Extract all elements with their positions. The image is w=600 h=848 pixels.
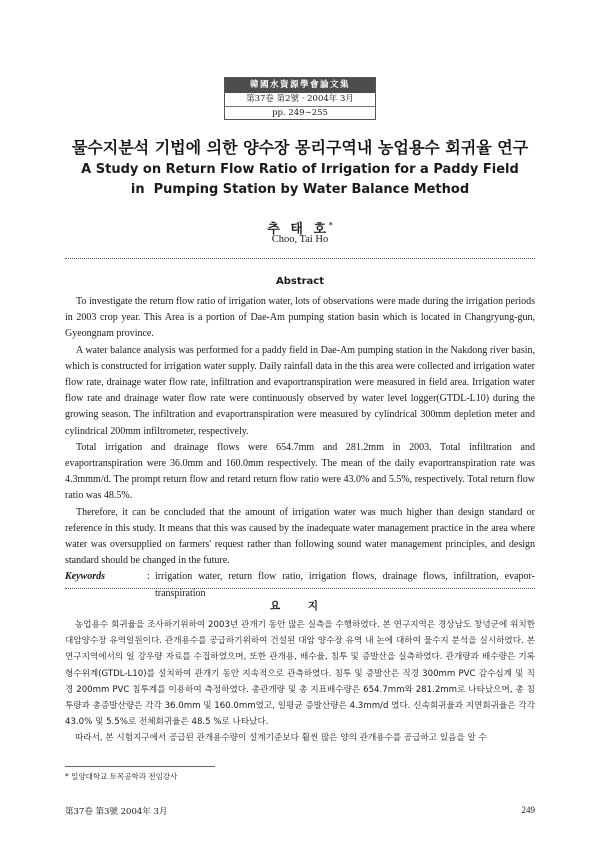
- divider-top: [65, 258, 535, 259]
- author-english: Choo, Tai Ho: [271, 234, 329, 245]
- korean-abstract-paragraph: 농업용수 회귀율을 조사하기위하여 2003년 관개기 동안 많은 실측을 수행하였다. 본 연구지역은 경상남도 창녕군에 위치한 대암양수장 유역일원이다. 관개용수를 공급하기위하여 건설된 대암 양수장 유역 내 논에 대하여 물수지 분석을 실시하였다. 본 연구지역에서의 일 강우량 자료를 수집하였으며, 또한 관개용, 배수율, 침투 및 증발산을 실측하였다. 관개량과 배수량은 기록형수위계(GTDL-L10)를 설치하여 관개기 동안 지속적으로 관측하였다. 침투 및 증발산은 직경 300mm PVC 감수심계 및 직경 200mm PVC 침투계를 이용하여 측정하였다. 총관개량 및 총 지표배수량은 654.7mm와 281.2mm로 나타났으며, 총 침투량과 총증발산량은 각각 36.0mm 및 160.0mm였고, 일평균 증발산량은 4.3mm/d 였다. 신속회귀율과 지연회귀율은 각각 43.0% 및 5.5%로 전체회귀율은 48.5 %로 나타났다.: [65, 620, 535, 728]
- keywords-text: irrigation water, return flow ratio, irrigation flows, drainage flows, infiltration, evapor-transpiration: [155, 571, 535, 599]
- abstract-body: [65, 294, 535, 602]
- title-english-line2: in Pumping Station by Water Balance Method: [130, 182, 470, 197]
- author-footnote-mark: *: [329, 220, 333, 230]
- abstract-paragraph: A water balance analysis was performed for a paddy field in Dae-Am pumping station in the Nakdong river basin, which is constructed for irrigation water supply. Daily rainfall data in the this area were collected and irrigation water flow rate, drainage water flow rate, infiltration and evaportranspiration were measured in field area. Irrigation water flow rate and drainage water flow rate were continuously observed by water level logger(GTDL-L10) during the growing season. The infiltration and evaportranspiration were measured by cylindrical 300mm depletion meter and cylindrical 200mm infiltrometer, respectively.: [65, 344, 536, 437]
- abstract-paragraph: Total irrigation and drainage flows were 654.7mm and 281.2mm in 2003. Total infiltration and evaportranspiration were 36.0mm and 160.0mm respectively. The mean of the daily evaportranspiration rate was 4.3mmm/d. The prompt return flow and retard return flow ratio were 43.0% and 5.5%, respectively. Total return flow ratio was 48.5%.: [65, 441, 535, 502]
- footnote: * 밀양대학교 토목공학과 전임강사: [65, 772, 178, 781]
- abstract-heading: Abstract: [275, 276, 325, 287]
- footnote-rule: [65, 766, 215, 767]
- keywords: [65, 569, 535, 601]
- journal-volume: 第37卷 第2號 · 2004年 3月: [225, 93, 375, 107]
- title-korean: 물수지분석 기법에 의한 양수장 몽리구역내 농업용수 회귀율 연구: [71, 138, 529, 157]
- journal-pages: pp. 249∼255: [272, 108, 328, 118]
- divider-bottom: [65, 588, 535, 589]
- abstract-paragraph: To investigate the return flow ratio of irrigation water, lots of observations were made during the irrigation periods in 2003 crop year. This Area is a portion of Dae-Am pumping station basin which is located in Changryung-gun, Gyeongnam province.: [65, 296, 535, 340]
- abstract-paragraph: Therefore, it can be concluded that the amount of irrigation water was much higher than design standard or reference in this study. It means that this was caused by the inadequate water management practice in the area where water was oversupplied on farmers' request rather than following sound water management principles, and design standard should be changed in the future.: [65, 506, 535, 567]
- author-korean-name: 추 태 호: [267, 222, 330, 237]
- footer-journal-info: 第37卷 第3號 2004年 3月: [65, 807, 168, 817]
- journal-name: 韓國水資源學會論文集: [225, 78, 375, 93]
- page-number: 249: [521, 805, 535, 815]
- korean-abstract-paragraph: 따라서, 본 시험지구에서 공급된 관개용수량이 설계기준보다 훨씬 많은 양의 관개용수를 공급하고 있음을 알 수: [75, 733, 487, 744]
- journal-header-box: [224, 77, 376, 120]
- title-english: [20, 160, 580, 200]
- keywords-colon: :: [147, 571, 150, 583]
- title-english-line1: A Study on Return Flow Ratio of Irrigation for a Paddy Field: [81, 162, 519, 177]
- korean-abstract-body: [65, 617, 535, 747]
- korean-abstract-heading: 요 지: [270, 600, 330, 612]
- keywords-label: Keywords: [65, 571, 105, 583]
